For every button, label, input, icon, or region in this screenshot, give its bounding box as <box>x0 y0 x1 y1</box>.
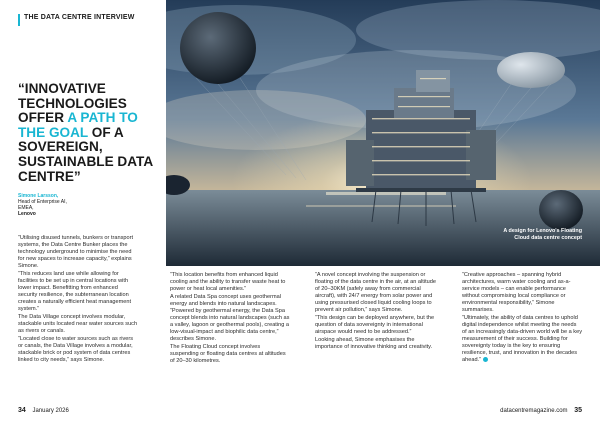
site-url: datacentremagazine.com <box>500 408 568 414</box>
photo-caption: A design for Lenovo's Floating Cloud data centre concept <box>503 228 582 241</box>
pull-quote-highlight: A PATH TO THE GOAL <box>18 110 138 140</box>
paragraph: “This design can be deployed anywhere, but the question of data sovereignty in international airspace would need to be addressed.” <box>315 315 435 335</box>
page-number-right: 35 <box>574 407 582 414</box>
author-name: Simone Larsson, <box>18 193 59 199</box>
section-accent-bar <box>18 14 20 26</box>
footer-left <box>18 407 69 414</box>
paragraph-text: “Ultimately, the ability of data centres to uphold digital independence whilst meeting the needs of an increasingly data-driven world will be a key measurement of their success. Building for sovereignty today is the key to ensuring resilience, trust, and innovation in the decades ahead.” <box>462 315 583 363</box>
text-column-3 <box>315 272 437 352</box>
issue-date: January 2026 <box>32 408 69 414</box>
hero-photo <box>166 0 600 266</box>
paragraph: “This location benefits from enhanced liquid cooling and the ability to transfer waste heat to power or heat local amenities.” <box>170 272 286 292</box>
author-title: Head of Enterprise AI, <box>18 199 67 205</box>
section-label: THE DATA CENTRE INTERVIEW <box>24 14 135 21</box>
paragraph: The Floating Cloud concept involves suspending or floating data centres at altitudes of 20–30 kilometres. <box>170 344 286 364</box>
text-column-2 <box>170 272 290 366</box>
pull-quote-start: “INNOVATIVE TECHNOLOGIES OFFER <box>18 81 127 126</box>
paragraph: “This reduces land use while allowing for facilities to be set up in central locations with lower impact. Benefitting from enhanced security resilience, the subterranean location creates a naturally efficient heat management system.” <box>18 271 132 312</box>
paragraph <box>462 315 582 364</box>
text-column-4 <box>462 272 582 365</box>
pull-quote <box>18 82 158 184</box>
footer-right <box>500 407 582 414</box>
end-circle-icon <box>483 357 488 362</box>
author-company: Lenovo <box>18 211 36 217</box>
pull-quote-end: OF A SOVEREIGN, SUSTAINABLE DATA CENTRE” <box>18 124 153 184</box>
paragraph: The Data Village concept involves modular, stackable units located near water sources such as rivers or canals. <box>18 314 138 334</box>
author-region: EMEA, <box>18 205 34 211</box>
paragraph: “Creative approaches – spanning hybrid architectures, warm water cooling and as-a-service models – can enable performance without compromising local compliance or environmental responsibility,” Simone summarises. <box>462 272 571 313</box>
page-number-left: 34 <box>18 407 26 414</box>
paragraph: Looking ahead, Simone emphasises the importance of innovative thinking and creativity. <box>315 337 433 350</box>
paragraph: “Utilising disused tunnels, bunkers or transport systems, the Data Centre Bunker places the technology underground to minimise the need for new spaces to increase capacity,” explains Simone. <box>18 235 134 269</box>
paragraph: “Located close to water sources such as rivers or canals, the Data Village involves a modular, stackable brick or pod system of data centres linked to city needs,” says Simone. <box>18 336 134 363</box>
floating-cloud-illustration <box>166 0 600 266</box>
text-column-1 <box>18 235 138 365</box>
author-block <box>18 193 67 217</box>
paragraph: A related Data Spa concept uses geothermal energy and blends into natural landscapes. “Powered by geothermal energy, the Data Spa concept blends into natural landscapes (such as a valley, lagoon or geothermal pools), creating a low-visual-impact and biophilic data centre,” describes Simone. <box>170 294 290 342</box>
paragraph: “A novel concept involving the suspension or floating of the data centre in the air, at an altitude of 20–30KM (safely away from commercial aircraft), with 24/7 energy from solar power and using pressurised closed liquid cooling loops to prevent air pollution,” says Simone. <box>315 272 436 313</box>
